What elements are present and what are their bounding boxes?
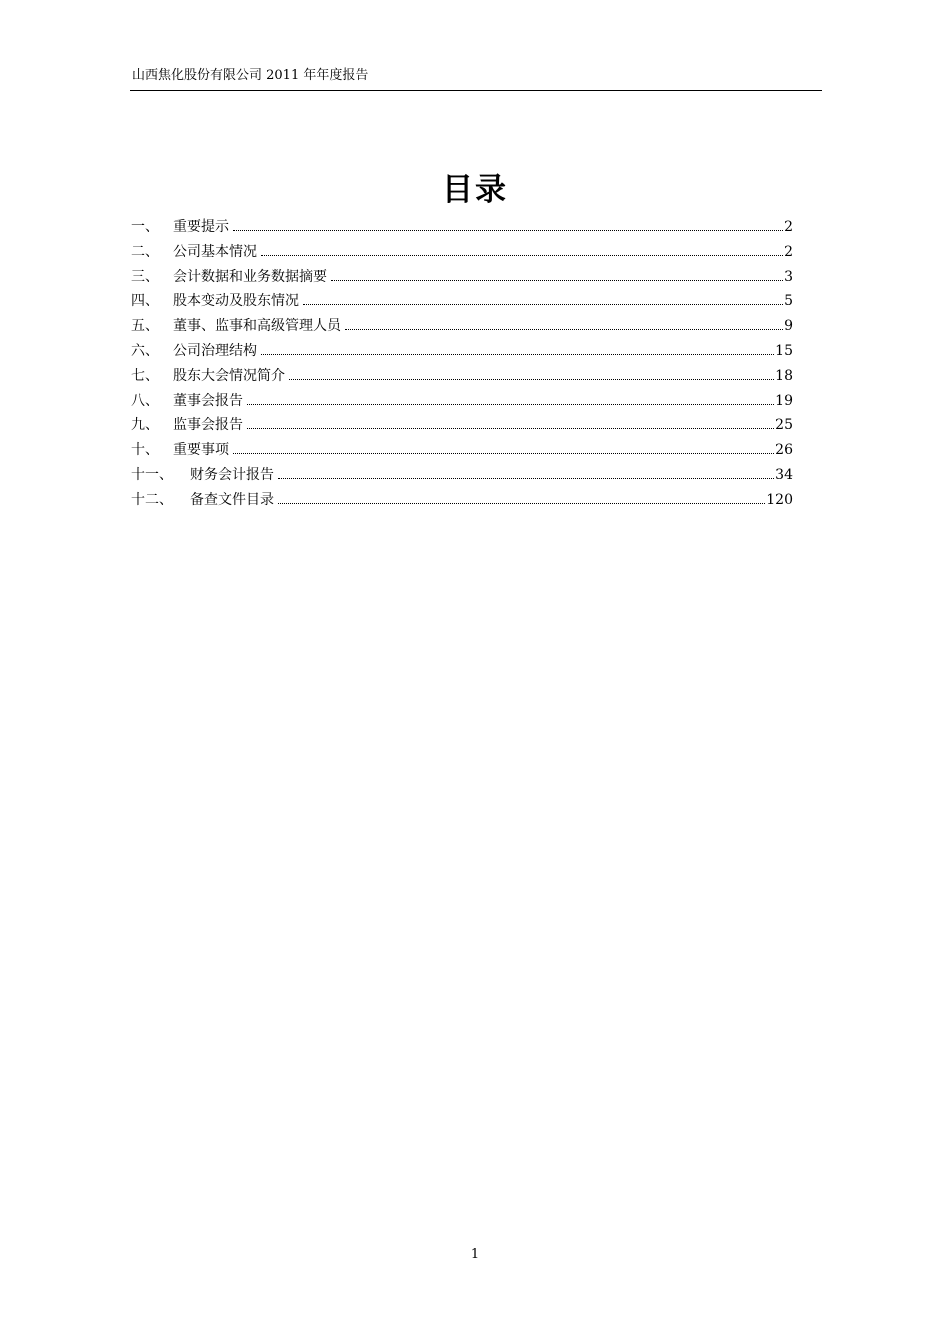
toc-entry-page: 18 (775, 367, 793, 384)
toc-entry-1[interactable] (131, 217, 793, 242)
toc-entry-3[interactable] (131, 267, 793, 292)
toc-entry-page: 5 (784, 293, 793, 310)
toc-title: 目录 (442, 172, 508, 208)
toc-entry-number: 九、 (131, 417, 159, 434)
toc-entry-7[interactable] (131, 366, 793, 391)
toc-entry-title: 股东大会情况简介 (173, 367, 285, 384)
toc-entry-page: 34 (775, 466, 793, 483)
toc-entry-11[interactable] (131, 465, 793, 490)
toc-entry-number: 五、 (131, 318, 159, 335)
toc-entry-number: 四、 (131, 293, 159, 310)
toc-entry-title: 董事会报告 (173, 392, 243, 409)
toc-entry-9[interactable] (131, 415, 793, 440)
toc-entry-title: 董事、监事和高级管理人员 (173, 318, 341, 335)
toc-entry-title: 备查文件目录 (190, 491, 274, 508)
toc-entry-title: 重要提示 (173, 219, 229, 235)
toc-entry-number: 十一、 (131, 466, 173, 483)
toc-entry-page: 9 (784, 318, 793, 335)
toc-entry-number: 六、 (131, 342, 159, 359)
toc-entry-page: 2 (784, 219, 793, 235)
dot-leader (233, 452, 774, 454)
dot-leader (233, 229, 783, 231)
toc-entry-number: 十二、 (131, 491, 173, 508)
toc-entry-page: 120 (766, 491, 793, 508)
toc-entry-number: 十、 (131, 442, 159, 459)
toc-entry-10[interactable] (131, 440, 793, 465)
toc-entry-title: 公司基本情况 (173, 243, 257, 260)
dot-leader (289, 378, 774, 380)
toc-entry-page: 19 (775, 392, 793, 409)
toc-entry-title: 会计数据和业务数据摘要 (173, 268, 327, 285)
toc-entry-12[interactable] (131, 490, 793, 515)
toc-entry-page: 3 (784, 268, 793, 285)
dot-leader (345, 328, 783, 330)
toc-entry-8[interactable] (131, 391, 793, 416)
dot-leader (278, 477, 774, 479)
toc-entry-page: 15 (775, 342, 793, 359)
toc-entry-4[interactable] (131, 291, 793, 316)
toc-entry-number: 二、 (131, 243, 159, 260)
dot-leader (261, 254, 783, 256)
toc-entry-title: 重要事项 (173, 442, 229, 459)
header-text: 山西焦化股份有限公司 2011 年年度报告 (132, 68, 369, 83)
dot-leader (278, 502, 765, 504)
dot-leader (303, 303, 783, 305)
toc-entry-page: 25 (775, 417, 793, 434)
toc-entry-number: 七、 (131, 367, 159, 384)
table-of-contents (131, 217, 793, 515)
toc-entry-5[interactable] (131, 316, 793, 341)
toc-entry-number: 三、 (131, 268, 159, 285)
dot-leader (247, 427, 774, 429)
dot-leader (331, 279, 783, 281)
toc-entry-page: 26 (775, 442, 793, 459)
toc-entry-6[interactable] (131, 341, 793, 366)
toc-entry-title: 财务会计报告 (190, 466, 274, 483)
page-header (130, 66, 822, 91)
dot-leader (247, 403, 774, 405)
toc-entry-page: 2 (784, 243, 793, 260)
toc-entry-title: 股本变动及股东情况 (173, 293, 299, 310)
toc-entry-title: 监事会报告 (173, 417, 243, 434)
page-number: 1 (470, 1247, 480, 1262)
dot-leader (261, 353, 774, 355)
toc-entry-2[interactable] (131, 242, 793, 267)
toc-entry-number: 一、 (131, 219, 159, 235)
toc-entry-title: 公司治理结构 (173, 342, 257, 359)
toc-entry-number: 八、 (131, 392, 159, 409)
